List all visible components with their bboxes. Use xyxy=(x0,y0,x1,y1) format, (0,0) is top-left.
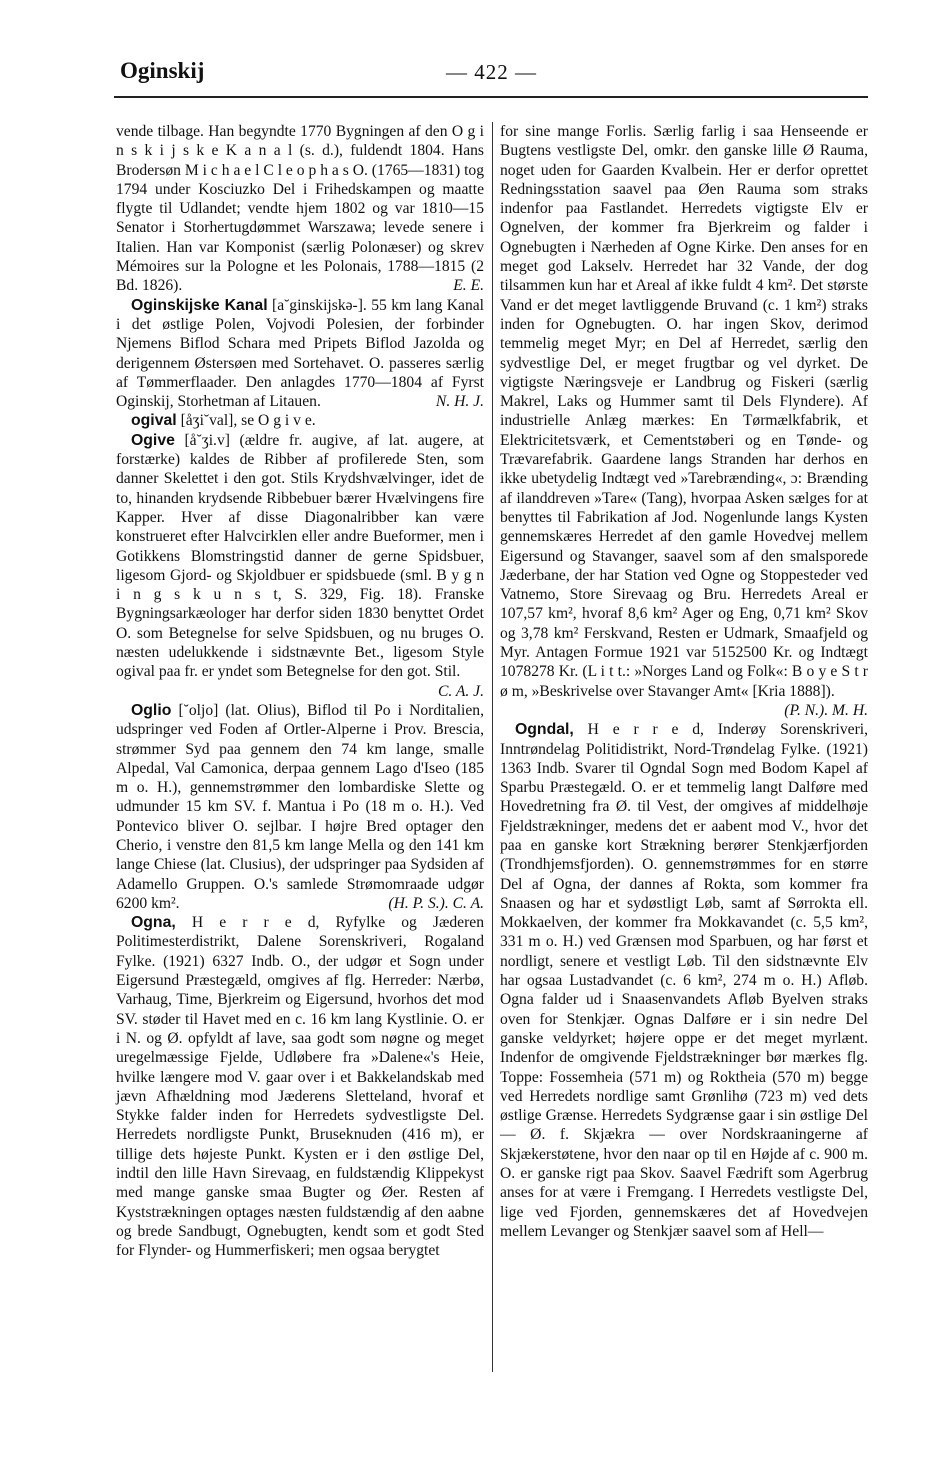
headword: Oginskijske Kanal xyxy=(131,296,268,314)
entry-ogival xyxy=(116,411,484,430)
page-number: — 422 — xyxy=(446,60,537,84)
right-column xyxy=(500,122,868,1241)
entry-ogive xyxy=(116,431,484,700)
author-signature: C. A. J. xyxy=(437,682,484,700)
entry-text: [˘oljo] (lat. Olius), Biflod til Po i Norditalien, udspringer ved Foden af Ortler-Alperne i Prov. Brescia, strømmer Syd paa gennem den 74 km lange, smalle Alpedal, Val Camonica, derpaa gennem Lago d'Iseo (185 m o. H.), gennemstrømmer den lombardiske Slette og udmunder 15 km SV. f. Mantua i Po (18 m o. H.). Ved Pontevico bliver O. sejlbar. I højre Bred optager den Cherio, i venstre den 81,5 km lange Mella og den 141 km lange Chiese (lat. Clusius), der udspringer paa Sydsiden af Adamello Gruppen. O.'s samlede Strømomraade udgør 6200 km². xyxy=(116,701,484,912)
entry-text: [åʒi˘val], se O g i v e. xyxy=(180,412,316,430)
entry-oginskij-continued xyxy=(116,122,484,296)
headword: ogival xyxy=(131,412,177,430)
headword: Ogna, xyxy=(131,914,176,932)
entry-text: vende tilbage. Han begyndte 1770 Bygningen af den O g i n s k i j s k e K a n a l (s. d.), fuldendt 1804. Hans Brodersøn M i c h a e l C l e o p h a s O. (1765—1831) tog 1794 under Kosciuzko Del i Frihedskampen og maatte flygte til Udlandet; vendte hjem 1802 og var 1810—15 Senator i Storhertugdømmet Warszawa; levede senere i Italien. Han var Komponist (særlig Polonæser) og skrev Mémoires sur la Pologne et les Polonais, 1788—1815 (2 Bd. 1826). xyxy=(116,123,484,295)
entry-text: [å˘ʒi.v] (ældre fr. augive, af lat. augere, at forstærke) kaldes de Ribber af profilerede Sten, som danner Skelettet i den got. Stils Krydshvælvinger, idet de to, hinanden krydsende Ribbebuer bærer Hvælvingens fire Kapper. Hver af disse Diagonalribber kan være konstrueret efter Halvcirklen eller andre Bueformer, men i Gotikkens Blomstringstid danner de gerne Spidsbuer, ligesom Gjord- og Skjoldbuer er spidsbuede (sml. B y g n i n g s k u n s t, S. 329, Fig. 18). Franske Bygningsarkæologer har derfor siden 1830 benyttet Ordet O. som Betegnelse for selve Spidsbuen, og nu bruges O. næsten udelukkende i sidstnævnte Bet., ligesom Style ogival paa fr. er yndet som Betegnelse for den got. Stil. xyxy=(116,431,484,681)
entry-oginskijske-kanal xyxy=(116,296,484,412)
entry-ogndal xyxy=(500,720,868,1241)
headword: Ogndal, xyxy=(515,721,574,739)
entry-text: for sine mange Forlis. Særlig farlig i saa Henseende er Bugtens vestligste Del, omkr. den ganske lille Ø Rauma, noget uden for Gaarden Kvalbein. Her er derfor oprettet Redningsstation saavel paa Øen Rauma som straks indenfor paa Fastlandet. Herredets vigtigste Elv er Ognelven, der kommer fra Bjerkreim og falder i Ognebugten i Nærheden af Ogne Kirke. Den anses for en meget god Lakselv. Herredet har 32 Vande, der dog tilsammen kun har et Areal af ikke fuldt 4 km². Det største Vand er det meget lavtliggende Bruvand (c. 1 km²) straks inden for Ognebugten. O. har ingen Skov, derimod temmelig meget Myr; en Del af Herredet, særlig den sydvestlige Del, er meget frugtbar og vel dyrket. De vigtigste Næringsveje er Landbrug og Fiskeri (særlig Makrel, Laks og Hummer samt til Dels Flyndere). Af industrielle Anlæg mærkes: En Tørmælkfabrik, et Elektricitetsværk, et Cementstøberi og en Tønde- og Trævarefabrik. Gaardene langs Stranden har derhos en ikke ubetydelig Indtægt ved »Tarebrænding«, ɔ: Brænding af ilanddreven »Tare« (Tang), hvorpaa Asken sælges for at benyttes til Fabrikation af Jod. Nogenlunde langs Kysten gennemskæres Herredet af den gamle Hovedvej mellem Eigersund og Stavanger, saavel som af den smalsporede Jæderbane, der har Station ved Ogne og Stoppesteder ved Vatnemo, Store Sirevaag og Bru. Herredets Areal er 107,57 km², hvoraf 8,6 km² Ager og Eng, 0,71 km² Skov og 3,78 km² Ferskvand, Resten er Udmark, Smaafjeld og Myr. Antagen Formue 1921 var 5152500 Kr. og Indtægt 1078278 Kr. (L i t t.: »Norges Land og Folk«: B o y e S t r ø m, »Beskrivelse over Stavanger Amt« [Kria 1888]). xyxy=(500,123,868,700)
header-rule xyxy=(114,96,868,98)
author-signature: E. E. xyxy=(453,277,484,295)
author-signature: (P. N.). M. H. xyxy=(784,701,868,719)
headword: Oglio xyxy=(131,701,172,719)
entry-oglio xyxy=(116,701,484,913)
left-column xyxy=(116,122,484,1261)
entry-text: [a˘ginskijskə-]. 55 km lang Kanal i det østlige Polen, Vojvodi Polesien, der forbinder Njemens Biflod Schara med Pripets Biflod Jazolda og derigennem Østersøen med Sortehavet. O. passeres særlig af Tømmerflaader. Den anlagdes 1770—1804 af Fyrst Oginskij, Storhetman af Litauen. xyxy=(116,296,485,411)
entry-text: H e r r e d, Inderøy Sorenskriveri, Inntrøndelag Politidistrikt, Nord-Trøndelag Fylke. (1921) 1363 Indb. Svarer til Ogndal Sogn med Bodom Kapel af Sparbu Præstegæld. O. er et temmelig langt Dalføre med Hovedretning fra Ø. til Vest, der omgives af middelhøje Fjeldstrækninger, medens det er aabent mod V., hvor det paa en ganske kort Strækning berører Stenkjærfjorden (Trondhjemsfjorden). O. gennemstrømmes for en større Del af Ogna, der dannes af Rokta, som kommer fra Snaasen og har et sydøstligt Løb, samt af Sørrokta ell. Mokkaelven, der kommer fra Mokkavandet (c. 5,5 km², 331 m o. H.) ved Grænsen mod Sparbuen, og har først et nordligt, senere et vestligt Løb. Til den sidstnævnte Elv har ogsaa Lustadvandet (c. 6 km², 274 m o. H.) Afløb. Ogna falder ud i Snaasenvandets Afløb Byelven straks oven for Stenkjær. Ognas Dalføre er i sin nedre Del ganske veldyrket; højere oppe er det meget myrlænt. Indenfor de omgivende Fjeldstrækninger bør mærkes flg. Toppe: Fossemheia (571 m) og Roktheia (570 m) begge ved Herredets nordlige samt Grønlihø (723 m) ved dets østlige Grænse. Herredets Sydgrænse gaar i sin østlige Del — Ø. f. Skjækra — over Nordskraaningerne af Skjækerstøtene, hvor den naar op til en Højde af c. 900 m. O. er ganske rigt paa Skov. Saavel Fædrift som Agerbrug anses for at være i Fremgang. I Herredets vestligste Del, lige ved Fjorden, gennemskæres det af Hovedvejen mellem Levanger og Stenkjær saavel som af Hell— xyxy=(500,721,868,1240)
author-signature: (H. P. S.). C. A. xyxy=(388,894,484,912)
author-signature: N. H. J. xyxy=(435,393,484,411)
headword: Ogive xyxy=(131,431,175,449)
column-divider xyxy=(492,122,493,1372)
entry-ogna-continued xyxy=(500,122,868,719)
entry-ogna xyxy=(116,913,484,1260)
running-head: Oginskij xyxy=(120,58,205,83)
entry-text: H e r r e d, Ryfylke og Jæderen Politimesterdistrikt, Dalene Sorenskriveri, Rogaland Fylke. (1921) 6327 Indb. O., der udgør et Sogn under Eigersund Præstegæld, omgives af flg. Herreder: Nærbø, Varhaug, Time, Bjerkreim og Eigersund, hvorhos det mod SV. støder til Havet med en c. 16 km lang Kystlinie. O. er i N. og Ø. opfyldt af lave, saa godt som nøgne og meget uregelmæssige Fjelde, Udløbere fra »Dalene«'s Heie, hvilke længere mod V. gaar over i et Bakkelandskab med jævn Afhældning mod Jæderens Sletteland, hvoraf et Stykke falder inden for Herredets sydvestligste Del. Herredets nordligste Punkt, Bruseknuden (416 m), er tillige dets højeste Punkt. Kysten er i den østlige Del, indtil den lille Havn Sirevaag, en fuldstændig Klippekyst med mange ganske smaa Bugter og Øer. Resten af Kyststrækningen optages næsten fuldstændig af den aabne og brede Sandbugt, Ognebugten, kendt som et godt Sted for Flynder- og Hummerfiskeri; men ogsaa berygtet xyxy=(116,914,484,1260)
